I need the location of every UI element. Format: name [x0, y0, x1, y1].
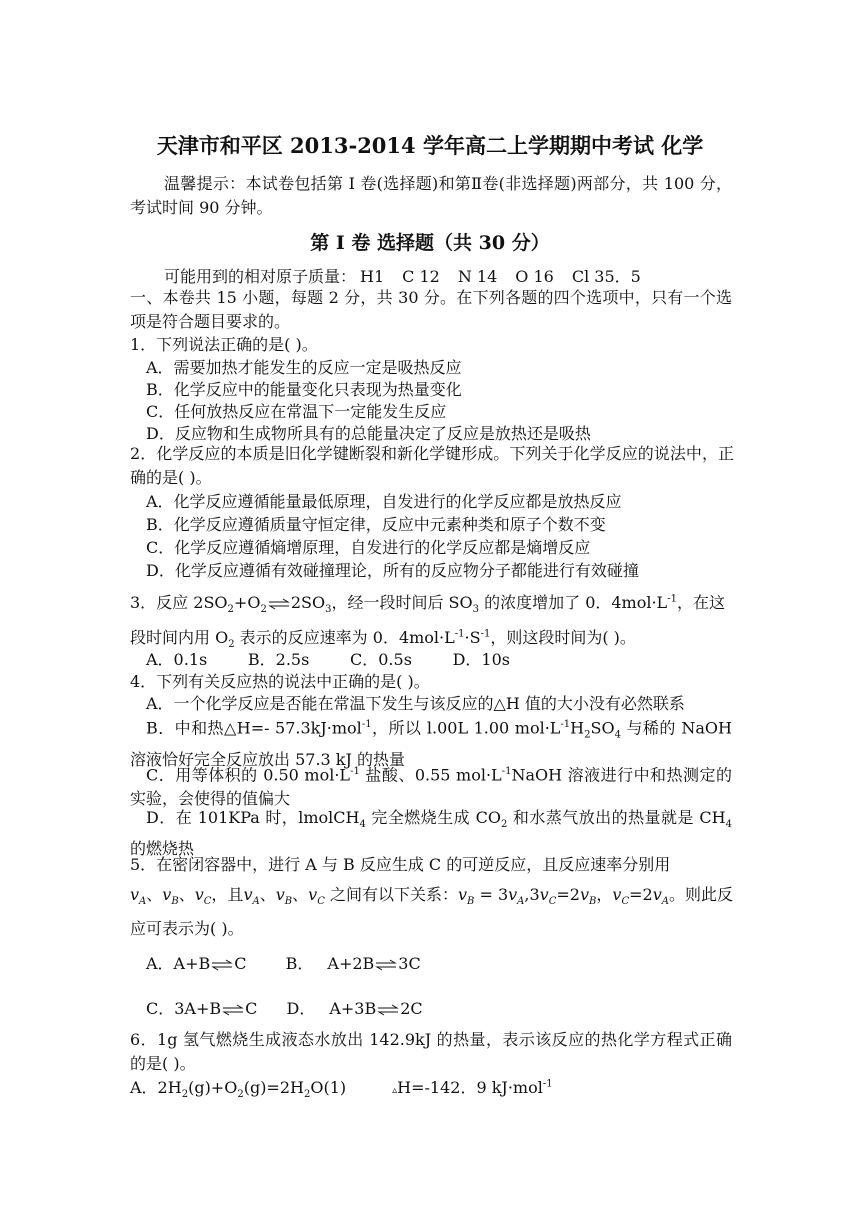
equilibrium-arrow-icon — [375, 959, 397, 971]
atomic-masses — [164, 264, 768, 287]
q2-option-c: C．化学反应遵循熵增原理，自发进行的化学反应都是熵增反应 — [146, 538, 591, 557]
q5-options-cd: C．3A+B C D． A+3B 2C — [146, 999, 423, 1018]
q5-stem: 5．在密闭容器中，进行 A 与 B 反应生成 C 的可逆反应，且反应速率分别用 — [130, 855, 671, 874]
equilibrium-arrow-icon — [268, 598, 290, 610]
mass-o: O 16 — [515, 267, 554, 286]
equilibrium-arrow-icon — [222, 1004, 244, 1016]
atomic-masses-label: 可能用到的相对原子质量： — [164, 267, 357, 286]
mass-n: N 14 — [457, 267, 498, 286]
q4-option-d: D．在 101KPa 时，lmolCH$_4$ 完全燃烧生成 $CO_2$ 和水蒸气放出的热量就是 $CH_4$ 的燃烧热 — [130, 808, 732, 859]
mass-c: C 12 — [402, 267, 440, 286]
q4-option-c: C．用等体积的 0.50 $mol\cdot L^{-1}$ 盐酸、0.55 $mol\cdot L^{-1}NaOH$ 溶液进行中和热测定的实验，会使得的值偏大 — [130, 765, 732, 809]
instructions: 一、本卷共 15 小题，每题 2 分，共 30 分。在下列各题的四个选项中，只有一个选项是符合题目要求的。 — [130, 288, 732, 331]
q2-option-a: A．化学反应遵循能量最低原理，自发进行的化学反应都是放热反应 — [146, 492, 622, 511]
q5-options-ab: A．A+B C B． A+2B 3C — [146, 954, 421, 973]
q1-option-b: B．化学反应中的能量变化只表现为热量变化 — [146, 380, 462, 399]
q1-option-c: C．任何放热反应在常温下一定能发生反应 — [146, 402, 447, 421]
mass-cl: Cl 35．5 — [571, 267, 641, 286]
q1-stem: 1．下列说法正确的是( )。 — [130, 335, 318, 354]
q4-stem: 4．下列有关反应热的说法中正确的是( )。 — [130, 672, 430, 691]
q3-stem: 3．反应 $2SO_2+O_2$ $2SO_3$，经一段时间后 $SO_3$ 的浓度增加了 0．$4mol\cdot L^{-1}$，在这 — [130, 593, 725, 616]
q4-option-a: A．一个化学反应是否能在常温下发生与该反应的△H 值的大小没有必然联系 — [146, 694, 685, 713]
q2-stem: 2．化学反应的本质是旧化学键断裂和新化学键形成。下列关于化学反应的说法中，正确的是( )。 — [130, 444, 734, 487]
equilibrium-arrow-icon — [377, 1004, 399, 1016]
page-title: 天津市和平区 2013-2014 学年高二上学期期中考试 化学 — [156, 133, 704, 158]
q1-option-a: A．需要加热才能发生的反应一定是吸热反应 — [146, 358, 462, 377]
q5-stem-line3: 应可表示为( )。 — [130, 919, 244, 938]
mass-h: H1 — [360, 267, 385, 286]
delta-icon: ▵ — [392, 1085, 398, 1096]
q1-option-d: D．反应物和生成物所具有的总能量决定了反应是放热还是吸热 — [146, 424, 591, 443]
q3-options: A．0.1s B．2.5s C．0.5s D．10s — [146, 650, 510, 669]
q5-stem-line2: $v_A$、$v_B$、$v_C$，且$v_A$、$v_B$、$v_C$ 之间有以下关系：$v_B = 3v_A,3v_C=2v_B$，$v_C=2v_A$。则此反 — [130, 885, 733, 908]
exam-tip: 温馨提示：本试卷包括第 I 卷(选择题)和第Ⅱ卷(非选择题)两部分，共 100 分，考试时间 90 分钟。 — [130, 174, 732, 217]
q2-option-d: D．化学反应遵循有效碰撞理论，所有的反应物分子都能进行有效碰撞 — [146, 561, 639, 580]
equilibrium-arrow-icon — [211, 959, 233, 971]
q4-option-b: B．中和热△H=- 57.3kJ·mol$^{-1}$，所以 l.00L 1.00 $mol\cdot L^{-1}H_2SO_4$ 与稀的 NaOH 溶液恰好完全反应放出 57.3 kJ 的热量 — [130, 718, 732, 769]
section-title: 第 I 卷 选择题（共 30 分） — [310, 232, 550, 254]
q3-stem-line2: 段时间内用 $O_2$ 表示的反应速率为 0．$4mol\cdot L^{-1}\cdot S^{-1}$，则这段时间为( )。 — [130, 628, 636, 651]
q2-option-b: B．化学反应遵循质量守恒定律，反应中元素种类和原子个数不变 — [146, 515, 606, 534]
q6-option-a: A．$2H_2(g)+O_2(g)=2H_2O(1)$ ▵H=-142．9 kJ·mol$^{-1}$ — [130, 1078, 553, 1101]
q6-stem: 6．1g 氢气燃烧生成液态水放出 142.9kJ 的热量，表示该反应的热化学方程式正确的是( )。 — [130, 1030, 732, 1073]
